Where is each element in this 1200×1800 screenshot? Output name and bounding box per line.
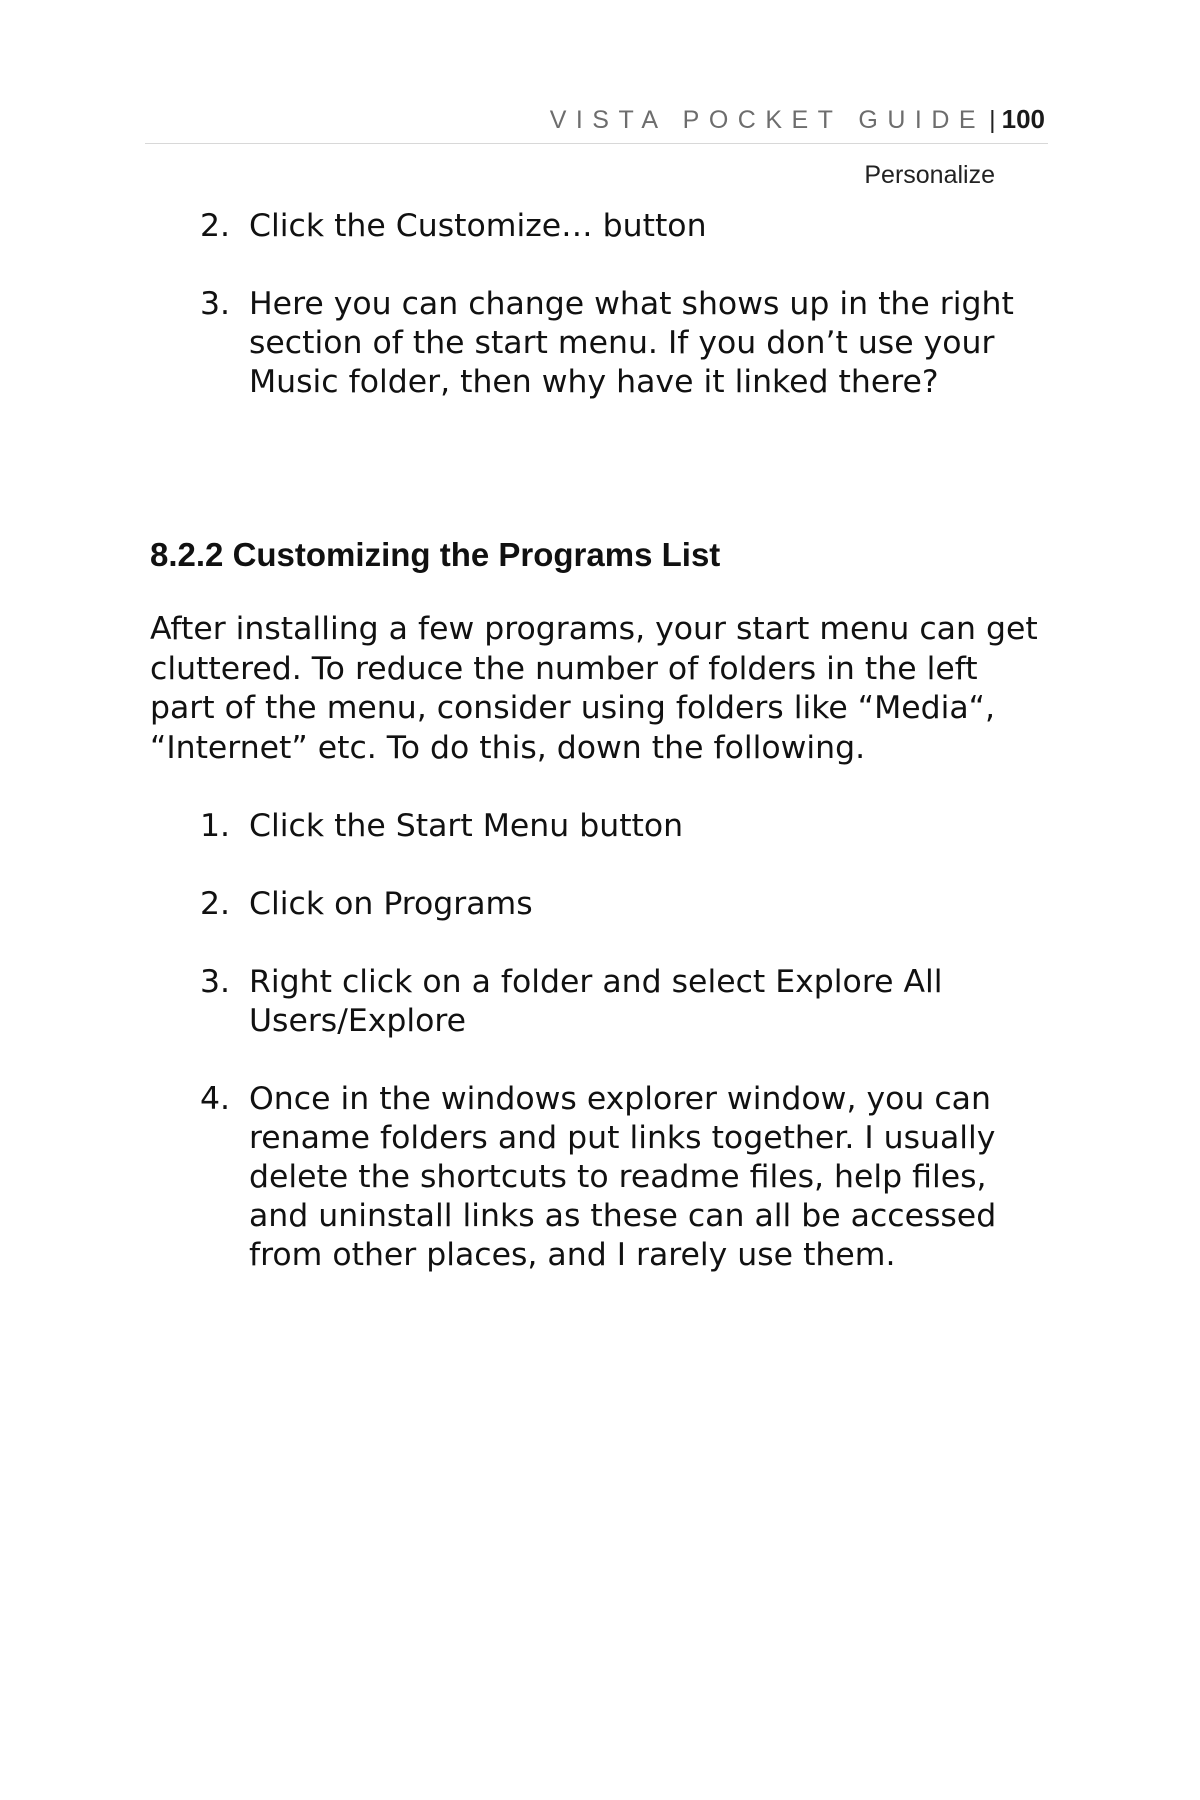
- list-item-text: Right click on a folder and select Explore All Users/Explore: [249, 964, 943, 1039]
- list-item-text: Click on Programs: [249, 886, 533, 922]
- list-item: [150, 963, 1050, 1041]
- list-item: [150, 207, 1050, 246]
- list-item: [150, 885, 1050, 924]
- list-item-number: 3.: [200, 286, 231, 322]
- page-header: [145, 88, 1048, 144]
- page-body: [150, 207, 1050, 1275]
- running-title: VISTA POCKET GUIDE: [549, 106, 986, 134]
- list-item-text: Here you can change what shows up in the right section of the start menu. If you don’t use your Music folder, then why have it linked there?: [249, 286, 1014, 400]
- list-item: [150, 285, 1050, 402]
- section-heading: 8.2.2 Customizing the Programs List: [150, 536, 721, 573]
- header-line: [550, 104, 1045, 135]
- list-item-number: 1.: [200, 808, 231, 844]
- page-number: 100: [1001, 104, 1045, 134]
- list-item-number: 2.: [200, 208, 231, 244]
- body-paragraph: After installing a few programs, your start menu can get cluttered. To reduce the number of folders in the left part of the menu, consider using folders like “Media“, “Internet” etc. To do this, down the following.: [150, 611, 1038, 766]
- list-item-number: 3.: [200, 964, 231, 1000]
- list-item-text: Click the Start Menu button: [249, 808, 684, 844]
- steps-list-continued: [150, 207, 1050, 402]
- list-item: [150, 807, 1050, 846]
- section-label: Personalize: [864, 161, 995, 189]
- list-item-text: Once in the windows explorer window, you can rename folders and put links together. I usually delete the shortcuts to readme files, help files, and uninstall links as these can all be accessed from other places, and I rarely use them.: [249, 1081, 997, 1273]
- list-item-text: Click the Customize… button: [249, 208, 707, 244]
- steps-list: [150, 807, 1050, 1275]
- list-item-number: 4.: [200, 1081, 231, 1117]
- list-item: [150, 1080, 1050, 1275]
- list-item-number: 2.: [200, 886, 231, 922]
- header-separator: |: [989, 106, 996, 134]
